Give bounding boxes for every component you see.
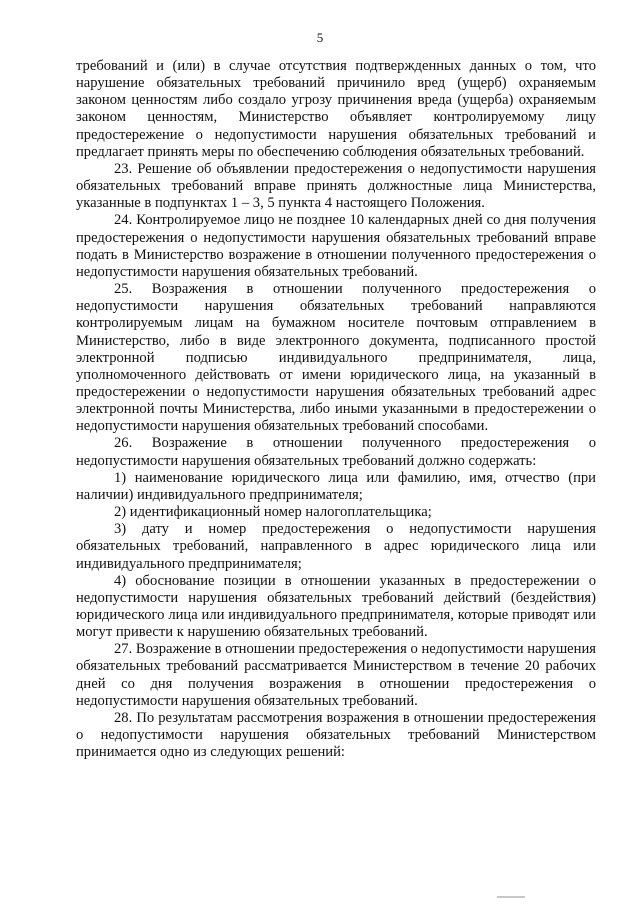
paragraph-27: 27. Возражение в отношении предостережения о недопустимости нарушения обязательных требований рассматривается Министерством в течение 20 рабочих дней со дня получения возражения в отношении предостережения о недопустимости нарушения обязательных требований. bbox=[76, 641, 596, 709]
paragraph-28: 28. По результатам рассмотрения возражения в отношении предостережения о недопустимости нарушения обязательных требований Министерством принимается одно из следующих решений: bbox=[76, 709, 596, 761]
document-body bbox=[76, 58, 596, 761]
paragraph-26-item-3: 3) дату и номер предостережения о недопустимости нарушения обязательных требований, направленного в адрес юридического лица или индивидуального предпринимателя; bbox=[76, 521, 596, 572]
paragraph-24: 24. Контролируемое лицо не позднее 10 календарных дней со дня получения предостережения о недопустимости нарушения обязательных требований вправе подать в Министерство возражение в отношении полученного предостережения о недопустимости нарушения обязательных требований. bbox=[76, 212, 596, 280]
paragraph-23: 23. Решение об объявлении предостережения о недопустимости нарушения обязательных требований вправе принять должностные лица Министерства, указанные в подпунктах 1 – 3, 5 пункта 4 настоящего Положения. bbox=[76, 160, 596, 212]
paragraph-26: 26. Возражение в отношении полученного предостережения о недопустимости нарушения обязательных требований должно содержать: bbox=[76, 435, 596, 469]
page-number: 5 bbox=[316, 30, 324, 45]
paragraph-26-item-2: 2) идентификационный номер налогоплательщика; bbox=[114, 504, 432, 521]
scan-artifact-mark bbox=[497, 896, 525, 898]
paragraph-25: 25. Возражения в отношении полученного предостережения о недопустимости нарушения обязательных требований направляются контролируемым лицам на бумажном носителе почтовым отправлением в Министерство, либо в виде электронного документа, подписанного простой электронной подписью индивидуального предпринимателя, лица, уполномоченного действовать от имени юридического лица, на указанный в предостережении о недопустимости нарушения обязательных требований адрес электронной почты Министерства, либо иными указанными в предостережении о недопустимости нарушения обязательных требований способами. bbox=[76, 281, 596, 435]
paragraph-26-item-4: 4) обоснование позиции в отношении указанных в предостережении о недопустимости нарушения обязательных требований действий (бездействия) юридического лица или индивидуального предпринимателя, которые приводят или могут привести к нарушению обязательных требований. bbox=[76, 572, 596, 641]
paragraph-26-item-1: 1) наименование юридического лица или фамилию, имя, отчество (при наличии) индивидуального предпринимателя; bbox=[76, 469, 596, 503]
paragraph-continuation: требований и (или) в случае отсутствия подтвержденных данных о том, что нарушение обязательных требований причинило вред (ущерб) охраняемым законом ценностям либо создало угрозу причинения вреда (ущерба) охраняемым законом ценностям, Министерство объявляет контролируемому лицу предостережение о недопустимости нарушения обязательных требований и предлагает принять меры по обеспечению соблюдения обязательных требований. bbox=[76, 58, 596, 160]
